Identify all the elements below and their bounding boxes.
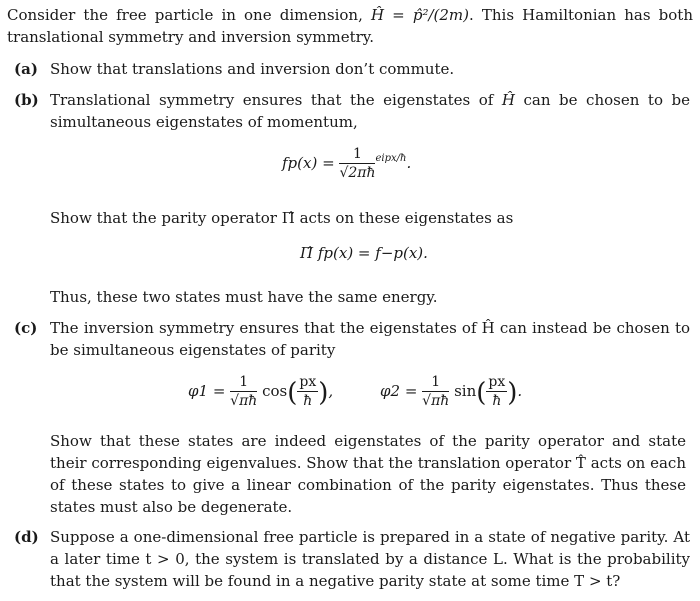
phi1-cos: cos bbox=[262, 382, 288, 400]
phi2-denominator: √πħ bbox=[422, 393, 450, 409]
part-b-intro bbox=[50, 89, 690, 133]
intro-paragraph bbox=[7, 4, 693, 48]
phi2-arg-den: ħ bbox=[492, 393, 502, 409]
phi2-fraction bbox=[422, 374, 449, 410]
eq1-exponent: eipx/ħ bbox=[375, 153, 407, 164]
phi2-arg-num: px bbox=[488, 374, 506, 390]
phi1-equation: φ1 = $\frac{1}{√\pi ħ}$ cos( $\frac{px}{ħ}$ ), bbox=[188, 374, 334, 409]
phi1-numerator: 1 bbox=[230, 374, 257, 392]
phi2-numerator: 1 bbox=[422, 374, 449, 392]
part-c bbox=[14, 317, 690, 361]
hamiltonian-expression: Ĥ = p̂²/(2m) bbox=[370, 6, 469, 24]
phi1-arg bbox=[297, 374, 318, 410]
intro-text-2: . This Hamiltonian has both translational symmetry and inversion symmetry. bbox=[7, 6, 693, 46]
intro-text-1: Consider the free particle in one dimension, bbox=[7, 6, 371, 24]
phi2-end: . bbox=[517, 382, 523, 400]
eq1-fraction bbox=[339, 146, 375, 182]
phi1-lhs: φ1 = bbox=[188, 382, 226, 400]
part-c-text-1: The inversion symmetry ensures that the eigenstates of Ĥ can instead be chosen to be simultaneous eigenstates of parity bbox=[50, 319, 690, 359]
part-d-text: Suppose a one-dimensional free particle is prepared in a state of negative parity. At a later time t > 0, the system is translated by a distance L. What is the probability that the system will be found in a negative parity state at some time T > t? bbox=[50, 528, 690, 590]
phi1-arg-num: px bbox=[299, 374, 317, 390]
eq1-denominator: √2πħ bbox=[339, 165, 376, 181]
part-d bbox=[14, 526, 690, 592]
part-b-hamiltonian-symbol: Ĥ bbox=[501, 91, 515, 109]
part-b-text-4: Thus, these two states must have the same energy. bbox=[50, 288, 438, 306]
phi1-fraction bbox=[230, 374, 257, 410]
phi2-arg bbox=[486, 374, 507, 410]
phi1-denominator: √πħ bbox=[230, 393, 258, 409]
eq1-lhs: fp(x) = bbox=[282, 154, 335, 172]
eq1-end: . bbox=[406, 154, 412, 172]
phi2-sin: sin bbox=[454, 382, 477, 400]
part-b-text-3: Show that the parity operator Π̂ acts on these eigenstates as bbox=[50, 209, 514, 227]
part-a-text: Show that translations and inversion don’t commute. bbox=[50, 60, 455, 78]
phi2-equation: φ2 = $\frac{1}{√\pi ħ}$ sin( $\frac{px}{ħ}$ ). bbox=[380, 374, 523, 409]
eq1-numerator: 1 bbox=[339, 146, 375, 164]
part-d-label: (d) bbox=[14, 528, 39, 546]
part-b bbox=[14, 89, 690, 133]
phi2-lhs: φ2 = bbox=[380, 382, 418, 400]
part-b-text-1: Translational symmetry ensures that the eigenstates of bbox=[50, 91, 494, 109]
part-a-label: (a) bbox=[14, 60, 38, 78]
momentum-eigenstate-equation bbox=[282, 146, 411, 182]
part-c-label: (c) bbox=[14, 319, 38, 337]
phi1-end: , bbox=[328, 382, 334, 400]
phi1-arg-den: ħ bbox=[303, 393, 313, 409]
parity-action-equation: Π̂ fp(x) = f−p(x). bbox=[300, 244, 428, 262]
part-a bbox=[14, 58, 690, 80]
part-b-label: (b) bbox=[14, 91, 39, 109]
part-b-text-2: can be chosen to be simultaneous eigenstates of momentum, bbox=[50, 91, 690, 131]
part-c-text-2: Show that these states are indeed eigenstates of the parity operator and state their corresponding eigenvalues. Show that the translation operator T̂ acts on each of these states to give a linear combination of the parity eigenstates. Thus these states must also be degenerate. bbox=[50, 432, 686, 516]
